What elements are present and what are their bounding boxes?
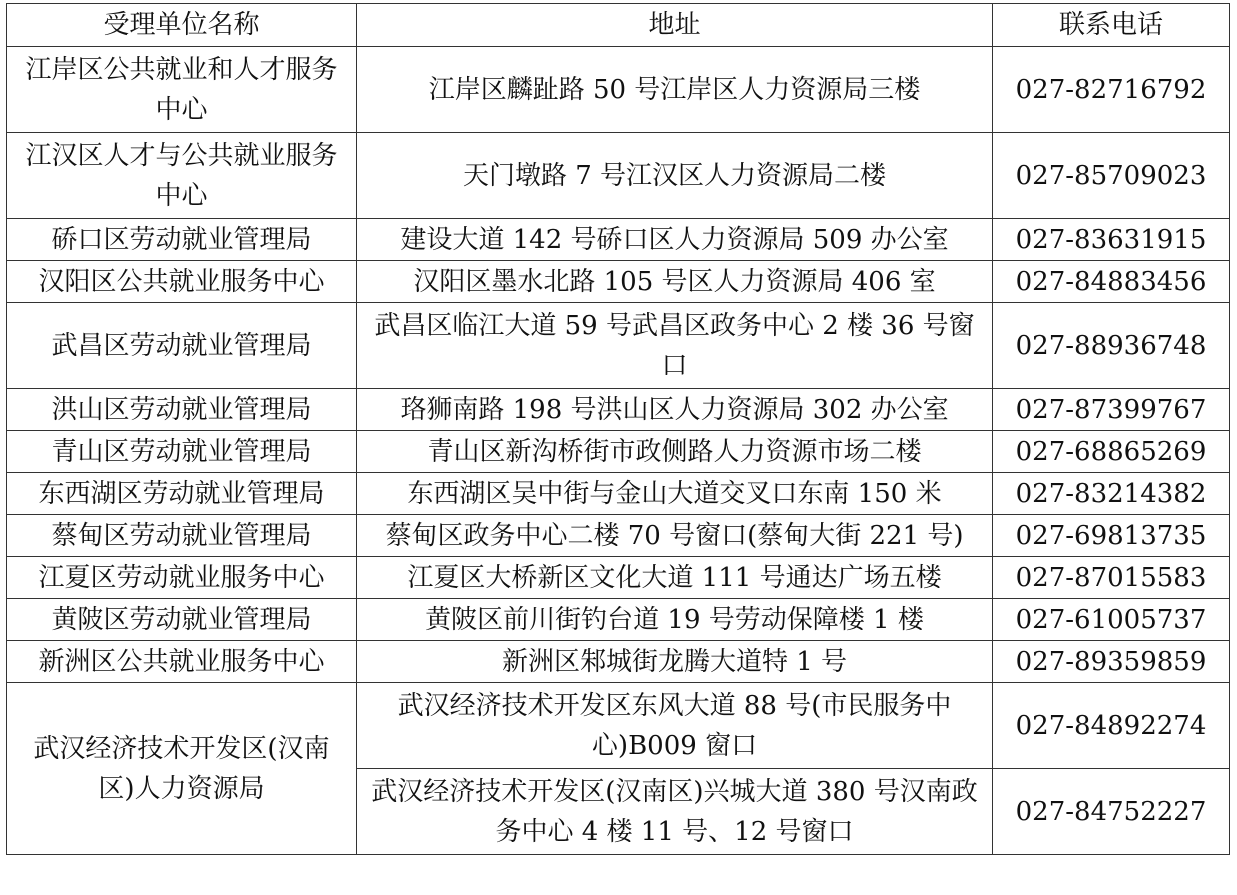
unit-name-cell: 武汉经济技术开发区(汉南区)人力资源局 <box>7 683 357 855</box>
phone-cell: 027-84883456 <box>993 261 1230 303</box>
unit-name-cell: 江夏区劳动就业服务中心 <box>7 557 357 599</box>
address-cell: 新洲区邾城街龙腾大道特 1 号 <box>357 641 993 683</box>
phone-cell: 027-84892274 <box>993 683 1230 769</box>
unit-name-cell: 新洲区公共就业服务中心 <box>7 641 357 683</box>
phone-cell: 027-83631915 <box>993 219 1230 261</box>
address-cell: 江岸区麟趾路 50 号江岸区人力资源局三楼 <box>357 47 993 133</box>
table-row <box>7 303 1230 389</box>
table-row <box>7 473 1230 515</box>
phone-cell: 027-88936748 <box>993 303 1230 389</box>
address-cell: 汉阳区墨水北路 105 号区人力资源局 406 室 <box>357 261 993 303</box>
table-row <box>7 641 1230 683</box>
table-row <box>7 683 1230 769</box>
phone-cell: 027-89359859 <box>993 641 1230 683</box>
header-phone: 联系电话 <box>993 4 1230 47</box>
phone-cell: 027-61005737 <box>993 599 1230 641</box>
phone-cell: 027-85709023 <box>993 133 1230 219</box>
address-cell: 黄陂区前川街钓台道 19 号劳动保障楼 1 楼 <box>357 599 993 641</box>
unit-name-cell: 蔡甸区劳动就业管理局 <box>7 515 357 557</box>
unit-name-cell: 武昌区劳动就业管理局 <box>7 303 357 389</box>
phone-cell: 027-82716792 <box>993 47 1230 133</box>
address-cell: 建设大道 142 号硚口区人力资源局 509 办公室 <box>357 219 993 261</box>
header-address: 地址 <box>357 4 993 47</box>
table-row <box>7 261 1230 303</box>
table-row <box>7 219 1230 261</box>
address-cell: 天门墩路 7 号江汉区人力资源局二楼 <box>357 133 993 219</box>
table-row <box>7 47 1230 133</box>
table-row <box>7 599 1230 641</box>
address-cell: 江夏区大桥新区文化大道 111 号通达广场五楼 <box>357 557 993 599</box>
address-cell: 武汉经济技术开发区东风大道 88 号(市民服务中心)B009 窗口 <box>357 683 993 769</box>
phone-cell: 027-84752227 <box>993 769 1230 855</box>
unit-name-cell: 洪山区劳动就业管理局 <box>7 389 357 431</box>
table-row <box>7 557 1230 599</box>
unit-name-cell: 东西湖区劳动就业管理局 <box>7 473 357 515</box>
phone-cell: 027-83214382 <box>993 473 1230 515</box>
address-cell: 珞狮南路 198 号洪山区人力资源局 302 办公室 <box>357 389 993 431</box>
phone-cell: 027-69813735 <box>993 515 1230 557</box>
unit-name-cell: 青山区劳动就业管理局 <box>7 431 357 473</box>
phone-cell: 027-68865269 <box>993 431 1230 473</box>
address-cell: 蔡甸区政务中心二楼 70 号窗口(蔡甸大街 221 号) <box>357 515 993 557</box>
table-row <box>7 431 1230 473</box>
address-cell: 武昌区临江大道 59 号武昌区政务中心 2 楼 36 号窗口 <box>357 303 993 389</box>
address-cell: 青山区新沟桥街市政侧路人力资源市场二楼 <box>357 431 993 473</box>
unit-name-cell: 黄陂区劳动就业管理局 <box>7 599 357 641</box>
table-row <box>7 133 1230 219</box>
service-office-table <box>6 3 1230 855</box>
table-header-row <box>7 4 1230 47</box>
header-unit-name: 受理单位名称 <box>7 4 357 47</box>
table-row <box>7 389 1230 431</box>
address-cell: 武汉经济技术开发区(汉南区)兴城大道 380 号汉南政务中心 4 楼 11 号、12 号窗口 <box>357 769 993 855</box>
phone-cell: 027-87015583 <box>993 557 1230 599</box>
unit-name-cell: 江岸区公共就业和人才服务中心 <box>7 47 357 133</box>
phone-cell: 027-87399767 <box>993 389 1230 431</box>
address-cell: 东西湖区吴中街与金山大道交叉口东南 150 米 <box>357 473 993 515</box>
unit-name-cell: 硚口区劳动就业管理局 <box>7 219 357 261</box>
unit-name-cell: 汉阳区公共就业服务中心 <box>7 261 357 303</box>
table-row <box>7 515 1230 557</box>
unit-name-cell: 江汉区人才与公共就业服务中心 <box>7 133 357 219</box>
